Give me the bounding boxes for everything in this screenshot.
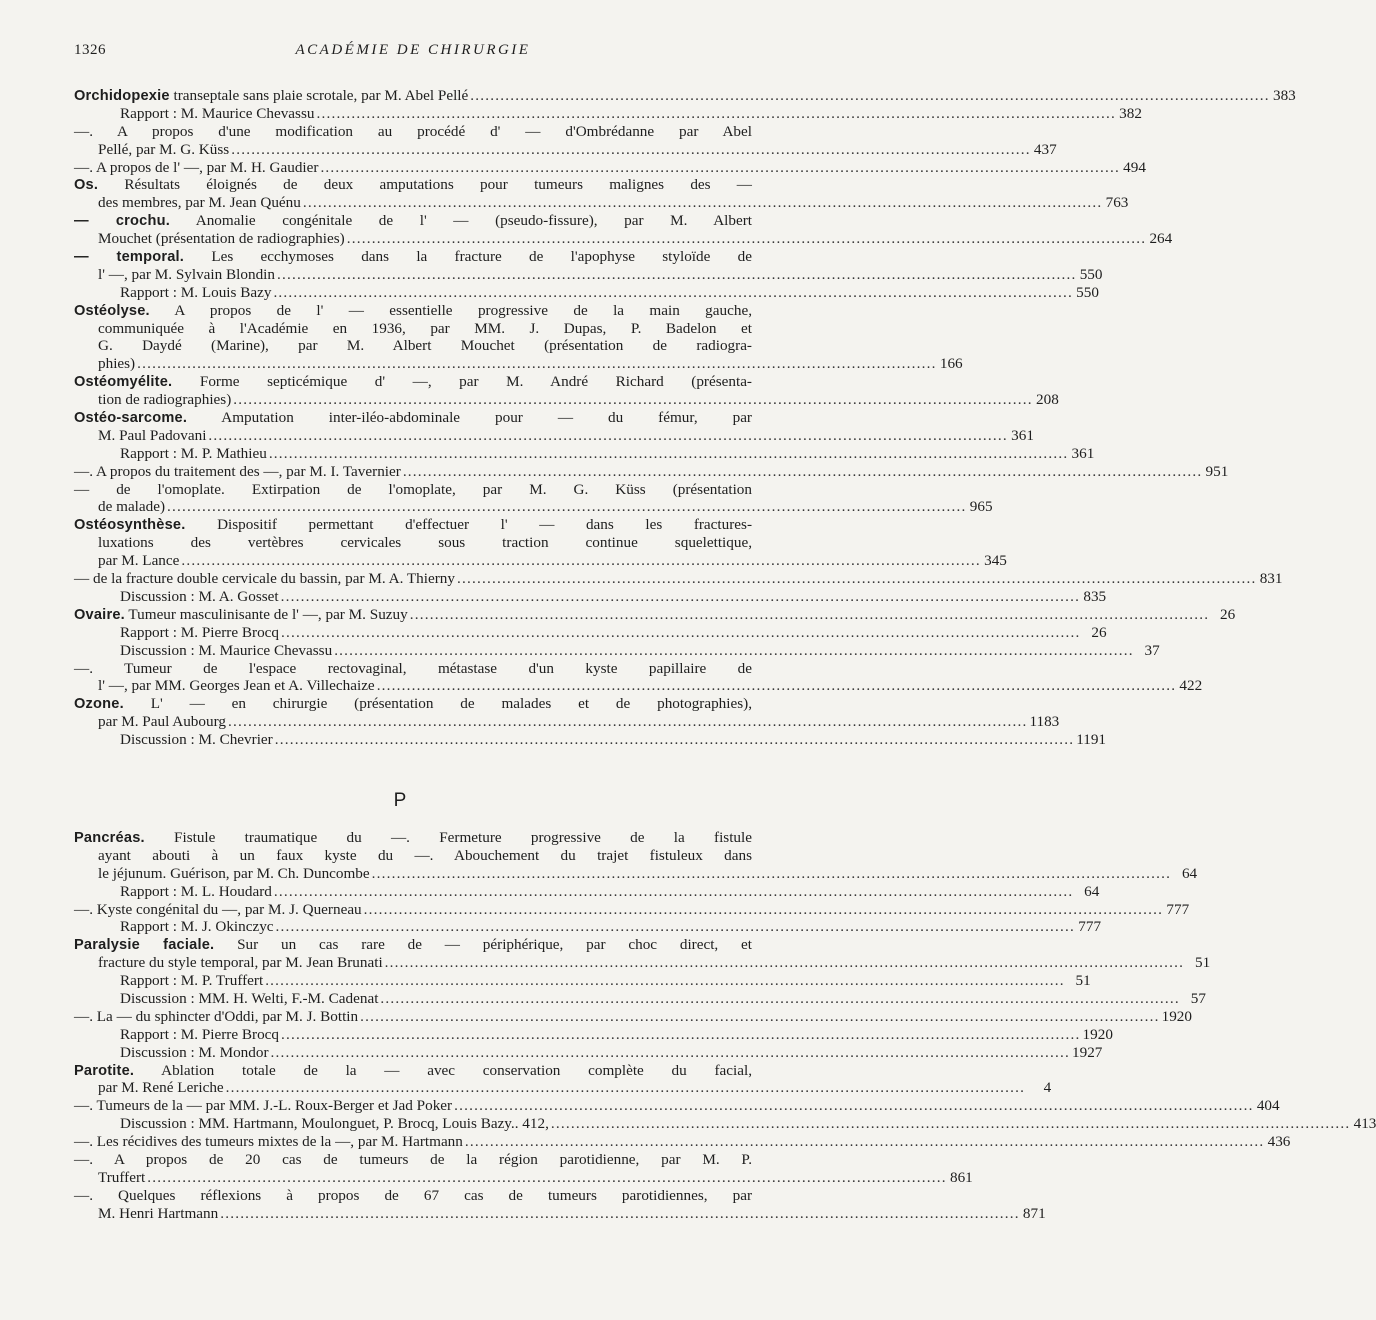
page-reference: 57 (1190, 990, 1206, 1008)
dot-leader: ................................................................................................................................................................ (281, 623, 1081, 641)
index-entry-text: Dispositif permettant d'effectuer l' — dans les fractures- (185, 516, 752, 534)
page-reference: 264 (1149, 230, 1173, 248)
dot-leader: ................................................................................................................................................................ (167, 498, 967, 516)
index-entry-text: communiquée à l'Académie en 1936, par MM. J. Dupas, P. Badelon et (98, 319, 752, 337)
index-line-text (98, 1079, 224, 1097)
index-entry-text: —. Tumeurs de la — par MM. J.-L. Roux-Berger et Jad Poker (74, 1097, 453, 1115)
page-reference: 361 (1071, 444, 1095, 462)
index-line (74, 1187, 752, 1205)
index-line-text (98, 355, 135, 373)
index-entry-text: fracture du style temporal, par M. Jean Brunati (98, 954, 383, 972)
page-reference: 26 (1091, 623, 1107, 641)
dot-leader: ................................................................................................................................................................ (225, 1079, 1026, 1097)
index-entry-text: Sur un cas rare de — périphérique, par choc direct, et (214, 936, 753, 954)
dot-leader: ................................................................................................................................................................ (402, 462, 1203, 480)
index-line-text (98, 194, 301, 212)
index-line-text (120, 105, 314, 123)
index-line-text (98, 266, 275, 284)
dot-leader: ................................................................................................................................................................ (320, 158, 1120, 176)
index-line (74, 677, 1203, 695)
index-line-text (74, 463, 401, 481)
index-line (74, 829, 752, 847)
index-line-text (98, 320, 752, 337)
index-entry-text: Tumeur masculinisante de l' —, par M. Suzuy (124, 605, 408, 623)
page-reference: 345 (984, 552, 1007, 570)
index-line-text (98, 1169, 145, 1187)
index-line-text (74, 302, 752, 319)
index-line (74, 882, 1100, 901)
index-keyword: Pancréas. (74, 830, 145, 846)
dot-leader: ................................................................................................................................................................ (208, 426, 1008, 444)
index-line (74, 516, 752, 534)
index-keyword: — crochu. (74, 213, 170, 230)
index-line-text (98, 713, 226, 731)
index-line (74, 87, 1296, 105)
index-line-text (74, 159, 318, 177)
index-line-text (120, 972, 263, 990)
page-reference: 1191 (1076, 731, 1107, 749)
index-line-text (98, 427, 206, 445)
index-line-text (98, 141, 229, 159)
dot-leader: ................................................................................................................................................................ (137, 355, 937, 373)
dot-leader: ................................................................................................................................................................ (456, 570, 1257, 588)
page-reference: 51 (1075, 972, 1091, 990)
index-line-text (120, 445, 267, 463)
index-line-text (98, 1205, 218, 1223)
index-line (74, 552, 1007, 570)
index-entry-text: Discussion : MM. Hartmann, Moulonguet, P. Brocq, Louis Bazy.. 412, (120, 1115, 549, 1133)
index-line-text (120, 918, 274, 936)
index-line-text (120, 990, 378, 1008)
index-entry-text: des membres, par M. Jean Quénu (98, 194, 301, 212)
index-entry-text: —. Quelques réflexions à propos de 67 cas de tumeurs parotidiennes, par (74, 1186, 752, 1204)
index-line (74, 355, 963, 373)
dot-leader: ................................................................................................................................................................ (380, 990, 1180, 1008)
index-line (74, 212, 752, 230)
index-line-text (74, 936, 752, 953)
index-keyword: Paralysie faciale. (74, 937, 215, 954)
page-reference: 64 (1084, 882, 1100, 900)
index-line (74, 847, 752, 865)
index-line-text (74, 123, 752, 140)
index-line-text (74, 212, 752, 229)
index-line-text (74, 829, 752, 846)
index-keyword: Ostéosynthèse. (74, 517, 186, 534)
index-keyword: Ovaire. (74, 606, 125, 623)
index-line-text (98, 677, 375, 695)
index-line (74, 1133, 1291, 1151)
index-entry-text: le jéjunum. Guérison, par M. Ch. Duncombe (98, 864, 370, 882)
index-line (74, 391, 1059, 409)
index-entry-text: —. Tumeur de l'espace rectovaginal, métastase d'un kyste papillaire de (74, 659, 752, 677)
index-line-text (120, 1026, 279, 1044)
index-line (74, 936, 752, 954)
index-line-text (98, 865, 370, 883)
dot-leader: ................................................................................................................................................................ (270, 1043, 1071, 1061)
index-line (74, 990, 1206, 1008)
index-line (74, 1115, 1376, 1133)
page-reference: 835 (1083, 587, 1107, 605)
index-line (74, 283, 1099, 302)
index-line (74, 194, 1129, 212)
index-entry-text: Rapport : M. P. Truffert (120, 972, 264, 990)
index-entry-text: l' —, par MM. Georges Jean et A. Villechaize (98, 677, 375, 695)
index-entry-text: —. Les récidives des tumeurs mixtes de la —, par M. Hartmann (74, 1133, 463, 1151)
dot-leader: ................................................................................................................................................................ (464, 1133, 1265, 1151)
index-entry-text: tion de radiographies) (98, 391, 232, 409)
index-line-text (74, 176, 752, 193)
index-entry-text: de malade) (98, 498, 166, 516)
index-line-text (74, 695, 752, 712)
index-entry-text: l' —, par M. Sylvain Blondin (98, 265, 275, 283)
dot-leader: ................................................................................................................................................................ (376, 677, 1177, 695)
index-line-text (74, 409, 752, 426)
index-line (74, 623, 1107, 642)
index-line (74, 713, 1060, 731)
index-line (74, 864, 1198, 883)
index-entry-text: —. A propos de l' —, par M. H. Gaudier (74, 158, 319, 176)
index-line (74, 140, 1057, 159)
index-line (74, 158, 1146, 177)
index-entry-text: — de l'omoplate. Extirpation de l'omoplate, par M. G. Küss (présentation (74, 480, 752, 498)
dot-leader: ................................................................................................................................................................ (454, 1097, 1254, 1115)
dot-leader: ................................................................................................................................................................ (384, 954, 1185, 972)
index-keyword: Ozone. (74, 696, 124, 713)
index-line (74, 1043, 1103, 1062)
index-entry-text: Rapport : M. J. Okinczyc (120, 918, 274, 936)
index-line (74, 426, 1034, 445)
dot-leader: ................................................................................................................................................................ (470, 87, 1270, 104)
dot-leader: ................................................................................................................................................................ (280, 587, 1081, 605)
index-entry-text: Résultats éloignés de deux amputations pour tumeurs malignes des — (98, 176, 752, 194)
index-line (74, 230, 1173, 248)
dot-leader: ................................................................................................................................................................ (371, 864, 1172, 882)
index-entry-text: phies) (98, 355, 136, 373)
page-reference: 413 (1353, 1115, 1376, 1133)
index-line (74, 660, 752, 678)
dot-leader: ................................................................................................................................................................ (233, 391, 1033, 409)
page-reference: 436 (1267, 1133, 1291, 1151)
index-line (74, 265, 1103, 284)
dot-leader: ................................................................................................................................................................ (181, 552, 981, 570)
index-line-text (74, 1151, 752, 1168)
index-line-text (120, 1044, 269, 1062)
index-line-text (98, 847, 752, 864)
dot-leader: ................................................................................................................................................................ (550, 1115, 1351, 1133)
section-letter: P (393, 790, 407, 811)
index-entry-text: Fistule traumatique du —. Fermeture progressive de la fistule (144, 829, 752, 846)
index-line (74, 731, 1107, 749)
dot-leader: ................................................................................................................................................................ (409, 605, 1210, 623)
page-header (74, 42, 752, 64)
page-reference: 763 (1105, 194, 1129, 212)
page-reference: 51 (1194, 954, 1211, 972)
page-reference: 382 (1119, 104, 1142, 122)
dot-leader: ................................................................................................................................................................ (346, 230, 1147, 248)
index-line (74, 605, 1236, 624)
index-line (74, 248, 752, 266)
index-entry-text: Truffert (98, 1168, 146, 1186)
index-line (74, 462, 1229, 481)
index-line (74, 900, 1190, 919)
index-line (74, 1079, 1052, 1097)
dot-leader: ................................................................................................................................................................ (334, 641, 1134, 659)
page-reference: 26 (1220, 605, 1236, 623)
index-line-text (74, 570, 455, 588)
page-reference: 37 (1144, 641, 1160, 659)
page-reference: 831 (1259, 570, 1283, 588)
page-reference: 404 (1256, 1097, 1280, 1115)
dot-leader: ................................................................................................................................................................ (268, 444, 1069, 462)
index-line (74, 176, 752, 194)
index-line (74, 444, 1095, 463)
index-line (74, 104, 1142, 123)
page-reference: 1927 (1072, 1043, 1103, 1061)
index-entry-text: Rapport : M. Maurice Chevassu (120, 104, 315, 122)
page-reference: 861 (949, 1168, 973, 1186)
page-reference: 965 (969, 498, 993, 516)
index-line (74, 302, 752, 320)
index-keyword: Ostéo-sarcome. (74, 410, 188, 427)
index-line-text (74, 1008, 358, 1026)
index-line-text (98, 552, 179, 570)
index-entry-text: —. A propos du traitement des —, par M. I. Tavernier (74, 462, 401, 480)
index-entry-text: — de la fracture double cervicale du bassin, par M. A. Thierny (74, 570, 455, 588)
index-entry-text: Rapport : M. Pierre Brocq (120, 623, 280, 641)
index-line-text (74, 1062, 752, 1079)
index-line-text (74, 1097, 452, 1115)
page-reference: 64 (1181, 864, 1198, 882)
page-reference: 494 (1123, 158, 1146, 176)
index-entry-text: Discussion : M. Maurice Chevassu (120, 641, 333, 659)
index-line-text (74, 248, 752, 265)
page-reference: 777 (1166, 900, 1190, 918)
index-keyword: Ostéomyélite. (74, 374, 173, 391)
index-entry-text: Discussion : MM. H. Welti, F.-M. Cadenat (120, 990, 379, 1008)
index-line (74, 570, 1283, 588)
index-line (74, 695, 752, 713)
page-reference: 550 (1076, 283, 1099, 301)
index-line-text (120, 731, 273, 749)
page-reference: 166 (939, 355, 963, 373)
index-entry-text: Discussion : M. Chevrier (120, 731, 273, 749)
dot-leader: ................................................................................................................................................................ (220, 1204, 1020, 1222)
index-line (74, 534, 752, 552)
page-reference: 361 (1011, 426, 1034, 444)
index-entry-text: par M. Lance (98, 552, 180, 570)
index-entry-text: Rapport : M. Pierre Brocq (120, 1025, 280, 1043)
index-line-text (74, 901, 362, 919)
index-line-text (120, 642, 332, 660)
page-reference: 777 (1078, 918, 1102, 936)
dot-leader: ................................................................................................................................................................ (147, 1168, 947, 1186)
dot-leader: ................................................................................................................................................................ (231, 140, 1031, 158)
index-line-text (98, 534, 752, 551)
index-entry-text: —. A propos d'une modification au procédé d' — d'Ombrédanne par Abel (74, 122, 752, 140)
index-line (74, 918, 1102, 936)
dot-leader: ................................................................................................................................................................ (363, 900, 1164, 918)
page-reference: 4 (1043, 1079, 1052, 1097)
index-line-text (120, 1115, 549, 1133)
index-entry-text: ayant abouti à un faux kyste du —. Abouchement du trajet fistuleux dans (98, 846, 752, 864)
index-entry-text: —. Kyste congénital du —, par M. J. Querneau (74, 900, 362, 918)
index-keyword: Os. (74, 177, 99, 194)
index-line-text (74, 606, 408, 625)
index-line (74, 320, 752, 338)
dot-leader: ................................................................................................................................................................ (273, 882, 1074, 900)
index-line-text (74, 660, 752, 677)
index-line (74, 972, 1091, 990)
dot-leader: ................................................................................................................................................................ (360, 1007, 1160, 1025)
index-entry-text: Rapport : M. P. Mathieu (120, 444, 267, 462)
index-line (74, 1204, 1046, 1223)
page-reference: 437 (1033, 140, 1057, 158)
index-line (74, 1062, 752, 1080)
index-keyword: Orchidopexie (74, 88, 170, 104)
index-line-text (74, 373, 752, 390)
index-line-text (98, 337, 752, 354)
index-entry-text: —. La — du sphincter d'Oddi, par M. J. Bottin (74, 1007, 359, 1025)
index-line (74, 1007, 1192, 1026)
index-section-p (74, 829, 1376, 1223)
index-line (74, 954, 1211, 972)
index-entry-text: Pellé, par M. G. Küss (98, 140, 230, 158)
index-line (74, 123, 752, 141)
index-line-text (98, 498, 165, 516)
page-reference: 208 (1036, 391, 1059, 409)
index-line-text (120, 588, 279, 606)
index-entry-text: par M. Paul Aubourg (98, 713, 226, 731)
index-line-text (98, 954, 383, 972)
index-entry-text: Ablation totale de la — avec conservation complète du facial, (134, 1061, 752, 1079)
index-entry-text: Forme septicémique d' —, par M. André Richard (présenta- (172, 373, 752, 391)
page-reference: 951 (1205, 462, 1229, 480)
index-entry-text: Les ecchymoses dans la fracture de l'apophyse styloïde de (184, 248, 752, 266)
page-reference: 1183 (1029, 713, 1060, 731)
dot-leader: ................................................................................................................................................................ (281, 1025, 1081, 1043)
index-line (74, 641, 1160, 660)
index-line (74, 587, 1107, 606)
index-entry-text: Amputation inter-iléo-abdominale pour — du fémur, par (187, 409, 752, 427)
page-number: 1326 (74, 42, 106, 58)
index-entry-text: Mouchet (présentation de radiographies) (98, 230, 345, 248)
index-line-text (74, 1187, 752, 1204)
dot-leader: ................................................................................................................................................................ (273, 283, 1073, 301)
dot-leader: ................................................................................................................................................................ (316, 104, 1116, 122)
dot-leader: ................................................................................................................................................................ (265, 972, 1065, 990)
index-line-text (74, 87, 468, 106)
index-entry-text: —. A propos de 20 cas de tumeurs de la région parotidienne, par M. P. (74, 1151, 752, 1169)
index-section-o (74, 87, 1296, 749)
index-line-text (74, 481, 752, 498)
index-line-text (98, 391, 231, 409)
page-reference: 383 (1272, 87, 1296, 104)
index-entry-text: par M. René Leriche (98, 1079, 224, 1097)
index-line-text (98, 230, 345, 248)
index-line (74, 409, 752, 427)
index-line-text (74, 516, 752, 533)
dot-leader: ................................................................................................................................................................ (276, 265, 1077, 283)
index-line-text (120, 284, 271, 302)
index-line (74, 498, 993, 516)
dot-leader: ................................................................................................................................................................ (302, 194, 1103, 212)
index-entry-text: Anomalie congénitale de l' — (pseudo-fissure), par M. Albert (169, 212, 752, 230)
index-entry-text: Discussion : M. A. Gosset (120, 587, 279, 605)
index-line (74, 481, 752, 499)
running-title: ACADÉMIE DE CHIRURGIE (295, 42, 531, 58)
index-entry-text: Discussion : M. Mondor (120, 1043, 269, 1061)
index-line (74, 373, 752, 391)
index-line (74, 337, 752, 355)
index-line (74, 1168, 973, 1187)
index-entry-text: transeptale sans plaie scrotale, par M. Abel Pellé (169, 87, 469, 104)
page-reference: 422 (1179, 677, 1203, 695)
page-reference: 1920 (1082, 1025, 1113, 1043)
dot-leader: ................................................................................................................................................................ (227, 713, 1028, 731)
page-reference: 1920 (1161, 1007, 1192, 1025)
index-keyword: — temporal. (74, 249, 185, 266)
index-keyword: Parotite. (74, 1062, 135, 1079)
page-reference: 550 (1079, 265, 1103, 283)
index-entry-text: M. Paul Padovani (98, 426, 207, 444)
page-reference: 871 (1022, 1204, 1046, 1222)
index-keyword: Ostéolyse. (74, 302, 150, 319)
index-line-text (74, 1133, 463, 1151)
index-entry-text: luxations des vertèbres cervicales sous traction continue squelettique, (98, 534, 752, 552)
index-entry-text: G. Daydé (Marine), par M. Albert Mouchet (présentation de radiogra- (98, 337, 752, 355)
index-line-text (120, 624, 279, 642)
index-line (74, 1151, 752, 1169)
index-entry-text: M. Henri Hartmann (98, 1204, 219, 1222)
index-line-text (120, 883, 272, 901)
index-line (74, 1025, 1113, 1044)
index-line (74, 1097, 1280, 1115)
index-entry-text: A propos de l' — essentielle progressive de la main gauche, (149, 301, 752, 319)
dot-leader: ................................................................................................................................................................ (275, 918, 1076, 936)
index-entry-text: Rapport : M. Louis Bazy (120, 283, 272, 301)
index-entry-text: Rapport : M. L. Houdard (120, 882, 272, 900)
index-entry-text: L' — en chirurgie (présentation de malades et de photographies), (123, 695, 752, 713)
dot-leader: ................................................................................................................................................................ (274, 731, 1075, 749)
